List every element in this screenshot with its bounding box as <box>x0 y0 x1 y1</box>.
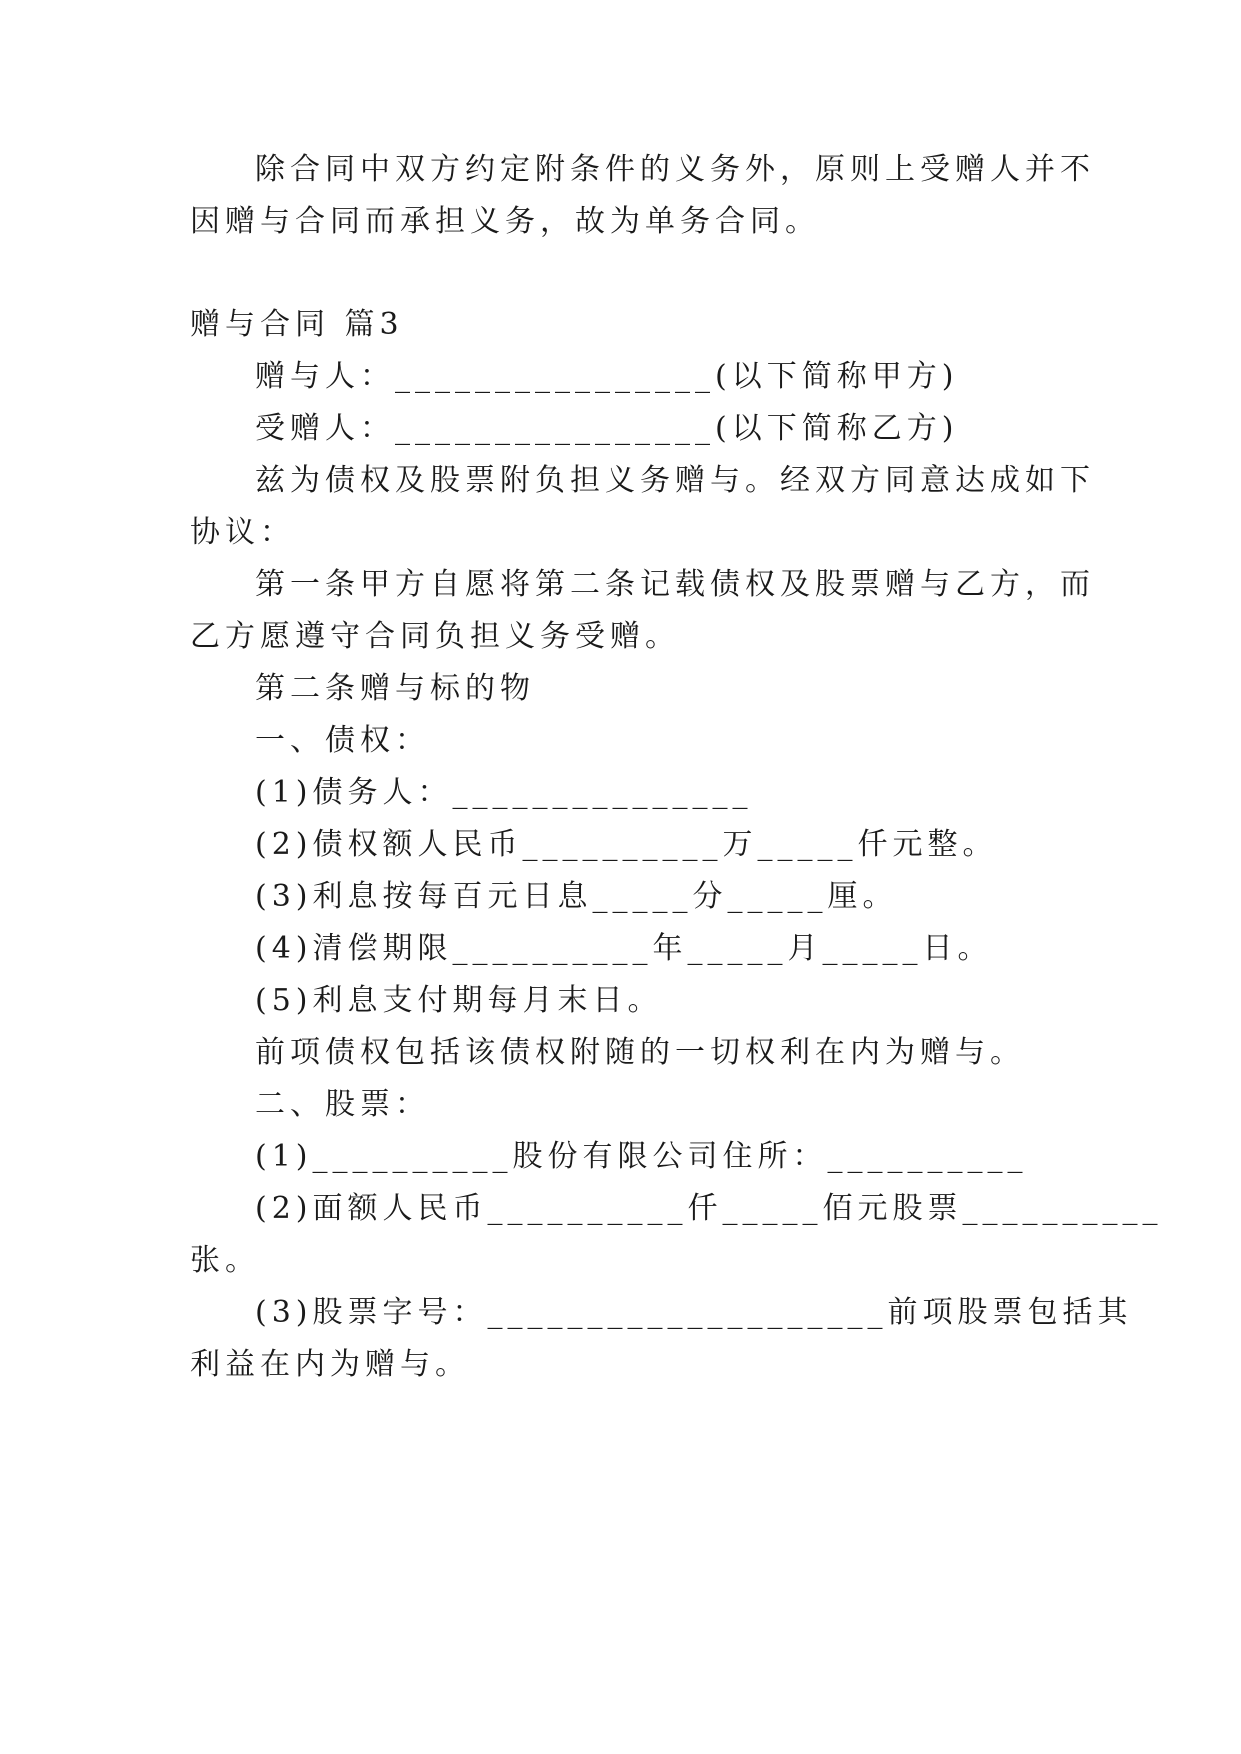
list-item: (3)股票字号：____________________前项股票包括其 <box>255 1295 1133 1330</box>
paragraph-line: 除合同中双方约定附条件的义务外，原则上受赠人并不 <box>255 152 1095 187</box>
paragraph-line: 兹为债权及股票附负担义务赠与。经双方同意达成如下 <box>255 463 1095 498</box>
list-item: (2)面额人民币__________仟_____佰元股票__________ <box>255 1191 1163 1226</box>
list-item: (3)利息按每百元日息_____分_____厘。 <box>255 879 898 914</box>
list-item: (5)利息支付期每月末日。 <box>255 983 663 1018</box>
section-title: 赠与合同 篇3 <box>190 307 404 342</box>
paragraph-line: 因赠与合同而承担义务，故为单务合同。 <box>190 204 820 239</box>
article-line: 乙方愿遵守合同负担义务受赠。 <box>190 619 680 654</box>
list-item: (1)债务人：_______________ <box>255 775 753 810</box>
donee-line: 受赠人：________________(以下简称乙方) <box>255 411 959 446</box>
article-line: 第一条甲方自愿将第二条记载债权及股票赠与乙方，而 <box>255 567 1095 602</box>
paragraph-line: 前项债权包括该债权附随的一切权利在内为赠与。 <box>255 1035 1025 1070</box>
list-item: (2)债权额人民币__________万_____仟元整。 <box>255 827 998 862</box>
list-item: (4)清偿期限__________年_____月_____日。 <box>255 931 993 966</box>
subheading-line: 一、债权： <box>255 723 430 758</box>
donor-line: 赠与人：________________(以下简称甲方) <box>255 359 959 394</box>
list-item: 利益在内为赠与。 <box>190 1347 470 1382</box>
article-line: 第二条赠与标的物 <box>255 671 535 706</box>
list-item: (1)__________股份有限公司住所：__________ <box>255 1139 1028 1174</box>
subheading-line: 二、股票： <box>255 1087 430 1122</box>
list-item: 张。 <box>190 1243 260 1278</box>
paragraph-line: 协议： <box>190 515 295 550</box>
